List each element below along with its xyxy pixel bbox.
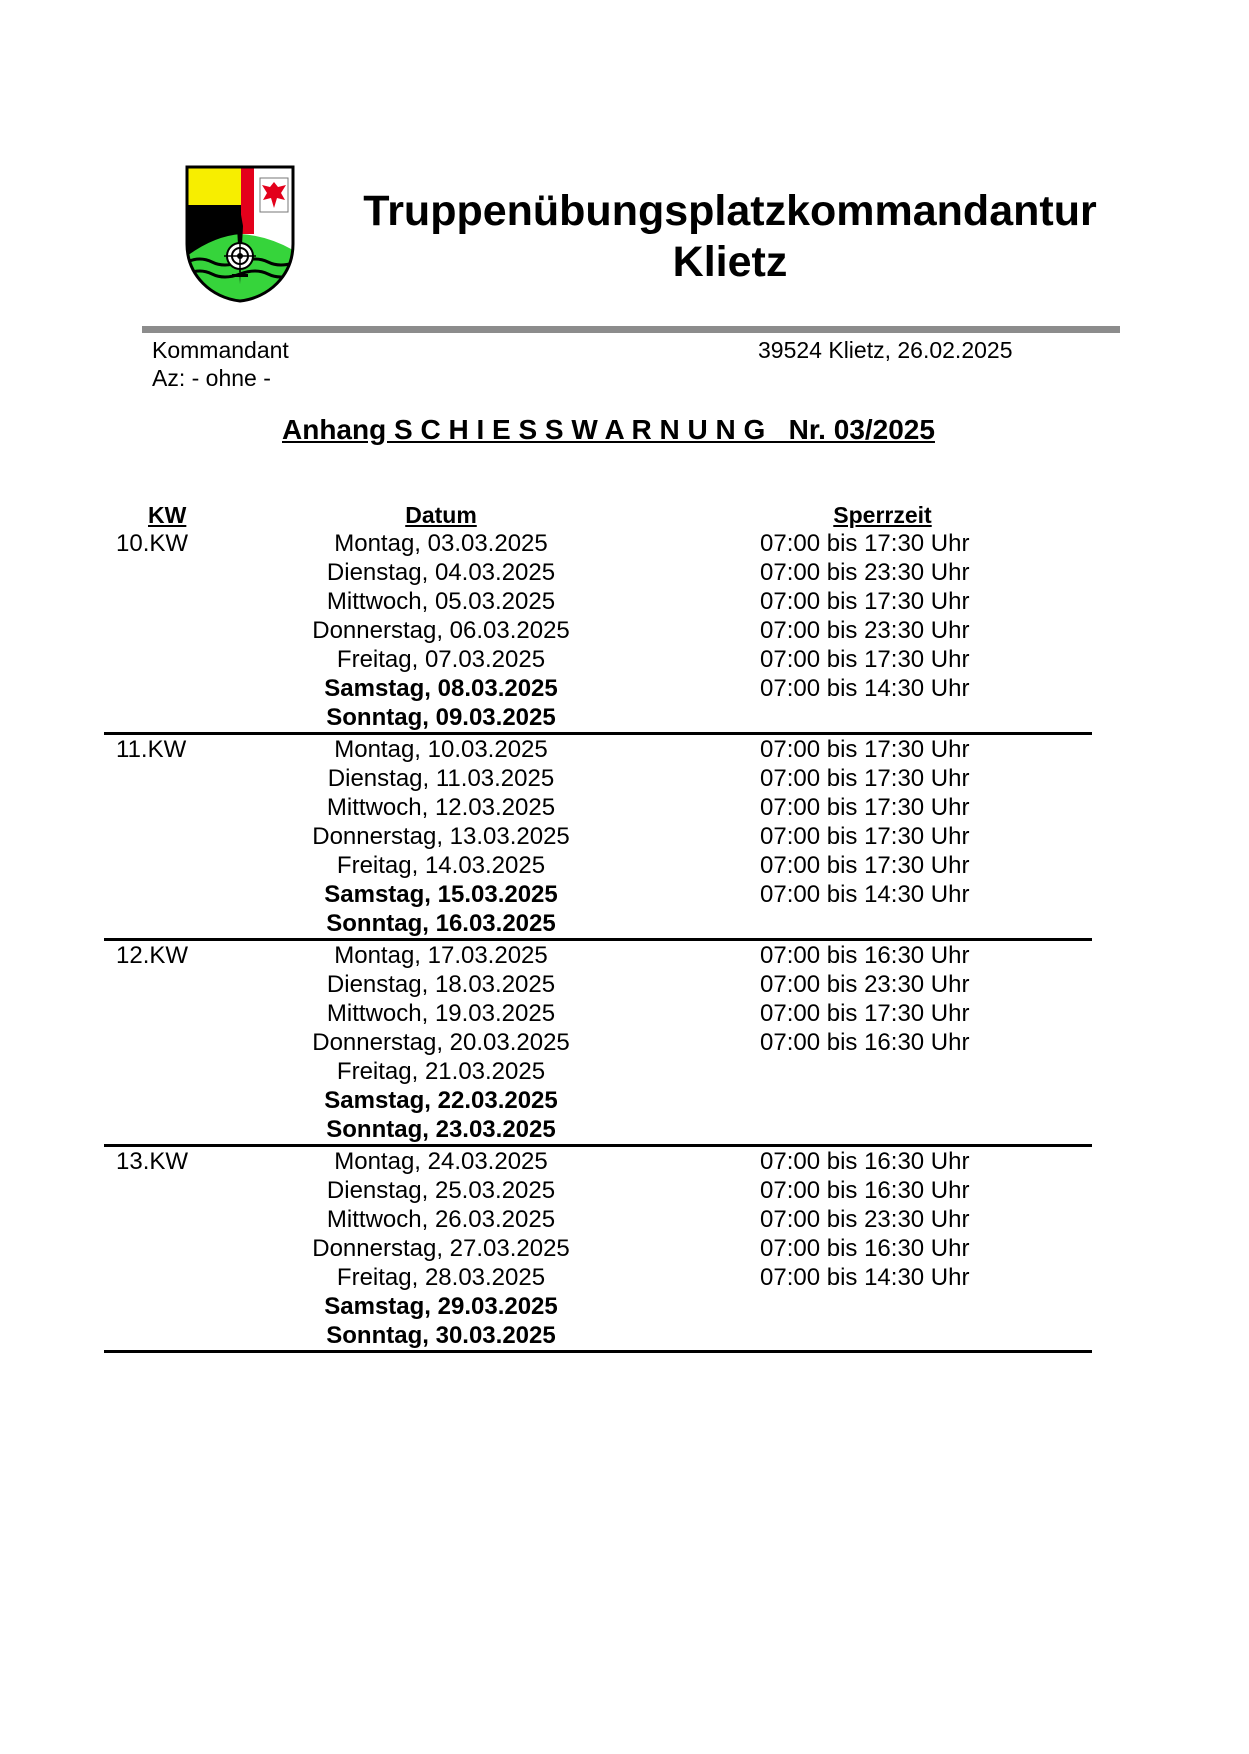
date-cell: Donnerstag, 13.03.2025: [312, 823, 570, 850]
date-cell: Sonntag, 16.03.2025: [326, 910, 556, 937]
time-cell: 07:00 bis 23:30 Uhr: [760, 617, 970, 644]
crest-logo: [184, 164, 296, 304]
date-cell: Samstag, 15.03.2025: [324, 881, 558, 908]
table-row: [0, 822, 1249, 851]
date-cell: Sonntag, 09.03.2025: [326, 704, 556, 731]
time-cell: 07:00 bis 17:30 Uhr: [760, 530, 970, 557]
table-row: [0, 1292, 1249, 1321]
table-row: [0, 735, 1249, 764]
document-heading: Anhang S C H I E S S W A R N U N G Nr. 03/2025: [282, 414, 935, 445]
sender-label: Kommandant: [152, 337, 289, 363]
table-row: [0, 703, 1249, 732]
table-row: [0, 1028, 1249, 1057]
table-row: [0, 1147, 1249, 1176]
time-cell: 07:00 bis 14:30 Uhr: [760, 881, 970, 908]
date-cell: Freitag, 14.03.2025: [336, 852, 546, 879]
table-row: [0, 1321, 1249, 1350]
date-cell: Mittwoch, 19.03.2025: [326, 1000, 556, 1027]
table-row: [0, 645, 1249, 674]
table-row: [0, 1115, 1249, 1144]
column-header-datum: Datum: [405, 502, 477, 528]
week-divider: [104, 1350, 1092, 1353]
table-row: [0, 1263, 1249, 1292]
time-cell: 07:00 bis 17:30 Uhr: [760, 736, 970, 763]
title-line-2: Klietz: [672, 238, 788, 286]
table-row: [0, 909, 1249, 938]
time-cell: 07:00 bis 23:30 Uhr: [760, 1206, 970, 1233]
date-cell: Mittwoch, 12.03.2025: [326, 794, 556, 821]
week-label: 13.KW: [116, 1148, 189, 1175]
time-cell: 07:00 bis 16:30 Uhr: [760, 1177, 970, 1204]
table-row: [0, 970, 1249, 999]
date-cell: Samstag, 29.03.2025: [324, 1293, 558, 1320]
table-row: [0, 1234, 1249, 1263]
date-cell: Dienstag, 18.03.2025: [326, 971, 556, 998]
date-cell: Donnerstag, 27.03.2025: [312, 1235, 570, 1262]
time-cell: 07:00 bis 16:30 Uhr: [760, 1148, 970, 1175]
date-cell: Samstag, 08.03.2025: [324, 675, 558, 702]
week-block: [0, 1147, 1249, 1350]
date-cell: Sonntag, 30.03.2025: [326, 1322, 556, 1349]
place-date: 39524 Klietz, 26.02.2025: [758, 337, 1013, 363]
table-row: [0, 529, 1249, 558]
header-divider: [142, 326, 1120, 333]
time-cell: 07:00 bis 17:30 Uhr: [760, 765, 970, 792]
date-cell: Dienstag, 04.03.2025: [326, 559, 556, 586]
date-cell: Dienstag, 11.03.2025: [327, 765, 555, 792]
date-cell: Mittwoch, 26.03.2025: [326, 1206, 556, 1233]
date-cell: Montag, 10.03.2025: [334, 736, 548, 763]
reference-label: Az: - ohne -: [152, 365, 271, 391]
date-cell: Mittwoch, 05.03.2025: [326, 588, 556, 615]
time-cell: 07:00 bis 16:30 Uhr: [760, 1235, 970, 1262]
date-cell: Sonntag, 23.03.2025: [326, 1116, 556, 1143]
time-cell: 07:00 bis 17:30 Uhr: [760, 1000, 970, 1027]
table-row: [0, 616, 1249, 645]
date-cell: Dienstag, 25.03.2025: [326, 1177, 556, 1204]
week-block: [0, 941, 1249, 1144]
date-cell: Montag, 24.03.2025: [334, 1148, 548, 1175]
column-header-sperrzeit: Sperrzeit: [833, 502, 932, 528]
date-cell: Montag, 03.03.2025: [334, 530, 548, 557]
time-cell: 07:00 bis 17:30 Uhr: [760, 794, 970, 821]
date-cell: Montag, 17.03.2025: [334, 942, 548, 969]
week-label: 10.KW: [116, 530, 189, 557]
time-cell: 07:00 bis 23:30 Uhr: [760, 971, 970, 998]
date-cell: Freitag, 07.03.2025: [336, 646, 546, 673]
title-line-1: Truppenübungsplatzkommandantur: [363, 187, 1097, 235]
date-cell: Samstag, 22.03.2025: [324, 1087, 558, 1114]
time-cell: 07:00 bis 17:30 Uhr: [760, 646, 970, 673]
time-cell: 07:00 bis 16:30 Uhr: [760, 1029, 970, 1056]
week-block: [0, 529, 1249, 732]
table-row: [0, 1057, 1249, 1086]
date-cell: Freitag, 21.03.2025: [336, 1058, 546, 1085]
table-row: [0, 587, 1249, 616]
table-row: [0, 941, 1249, 970]
time-cell: 07:00 bis 16:30 Uhr: [760, 942, 970, 969]
time-cell: 07:00 bis 23:30 Uhr: [760, 559, 970, 586]
time-cell: 07:00 bis 14:30 Uhr: [760, 675, 970, 702]
schedule-table: [0, 529, 1249, 1353]
table-row: [0, 1176, 1249, 1205]
table-row: [0, 1086, 1249, 1115]
date-cell: Donnerstag, 06.03.2025: [312, 617, 570, 644]
week-block: [0, 735, 1249, 938]
column-header-kw: KW: [148, 502, 187, 528]
date-cell: Donnerstag, 20.03.2025: [312, 1029, 570, 1056]
time-cell: 07:00 bis 17:30 Uhr: [760, 823, 970, 850]
date-cell: Freitag, 28.03.2025: [336, 1264, 546, 1291]
table-row: [0, 674, 1249, 703]
table-row: [0, 851, 1249, 880]
time-cell: 07:00 bis 14:30 Uhr: [760, 1264, 970, 1291]
time-cell: 07:00 bis 17:30 Uhr: [760, 852, 970, 879]
table-row: [0, 764, 1249, 793]
table-row: [0, 880, 1249, 909]
week-label: 11.KW: [116, 736, 187, 763]
table-row: [0, 1205, 1249, 1234]
table-row: [0, 999, 1249, 1028]
table-row: [0, 558, 1249, 587]
time-cell: 07:00 bis 17:30 Uhr: [760, 588, 970, 615]
week-label: 12.KW: [116, 942, 189, 969]
table-row: [0, 793, 1249, 822]
